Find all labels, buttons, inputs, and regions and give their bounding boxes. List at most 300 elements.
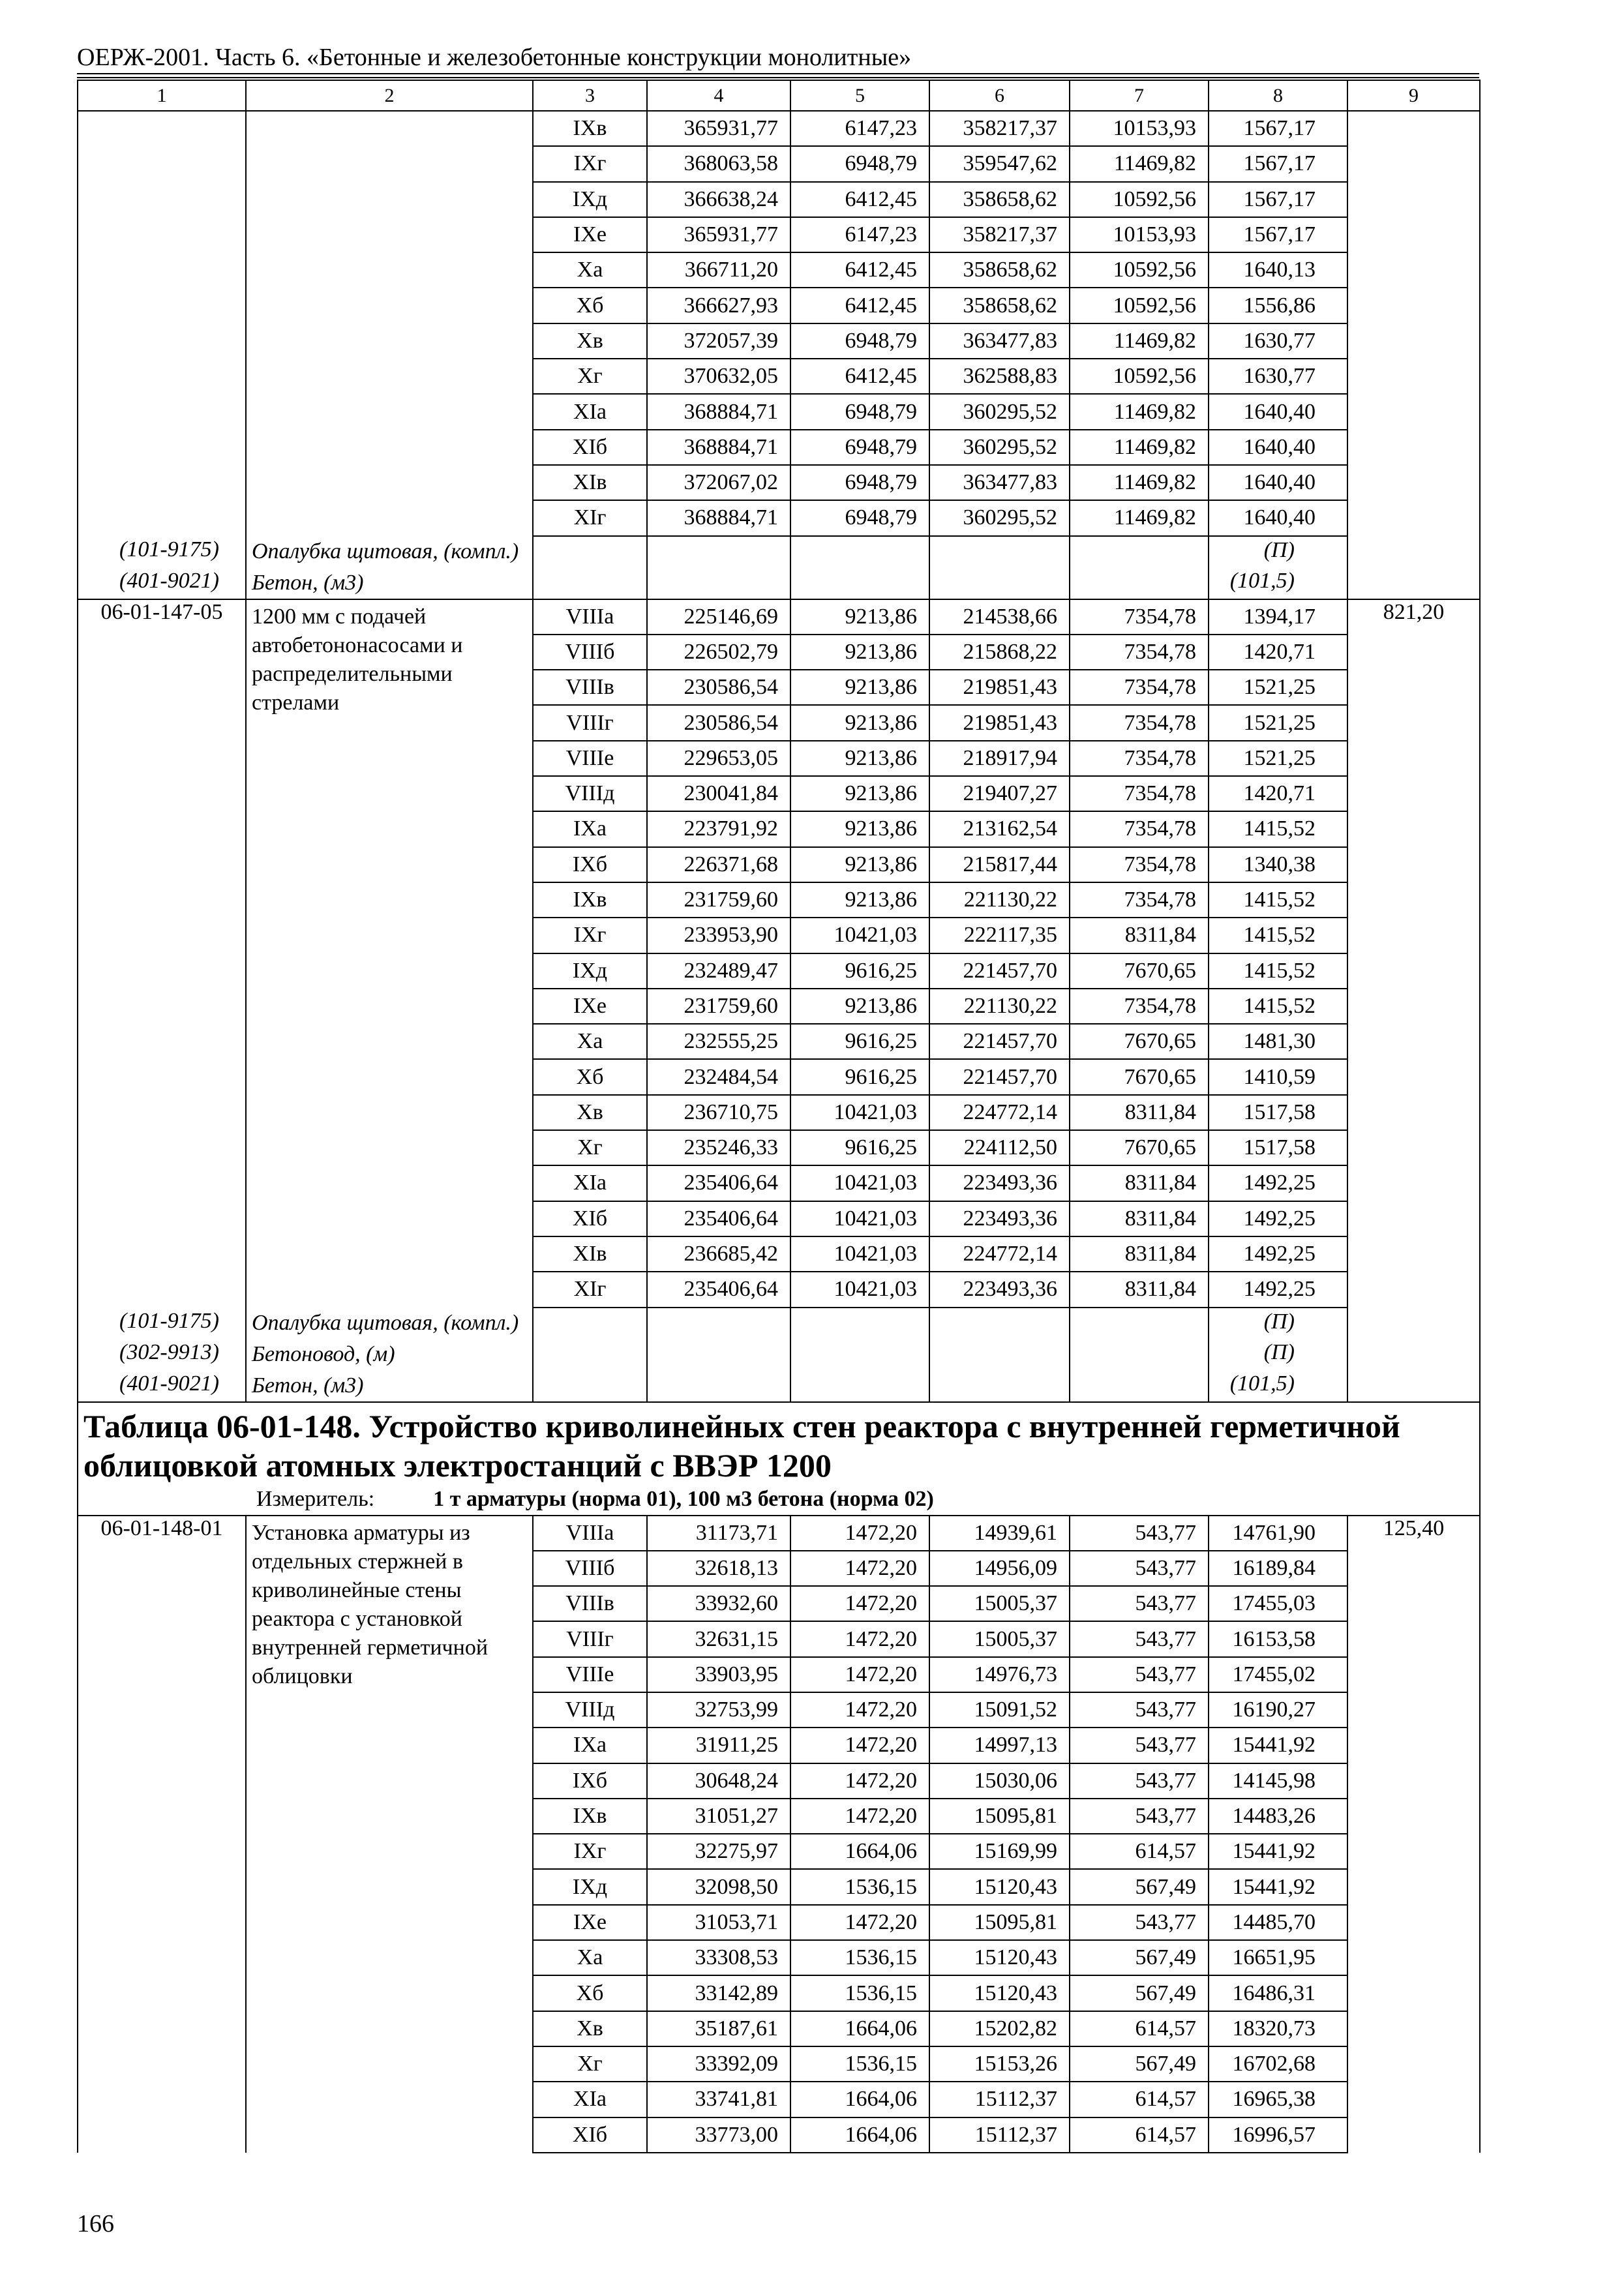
cell-machines: 358658,62 bbox=[929, 252, 1070, 288]
cell-total: 30648,24 bbox=[647, 1763, 790, 1799]
column-number-3: 3 bbox=[533, 80, 647, 111]
table-title-cell bbox=[78, 1402, 1480, 1516]
cell-zone: VIIIа bbox=[533, 1516, 647, 1551]
cell-total: 33932,60 bbox=[647, 1586, 790, 1621]
cell-machine-wages: 7354,78 bbox=[1070, 741, 1209, 776]
cell-machines: 213162,54 bbox=[929, 811, 1070, 846]
cell-zone: IXе bbox=[533, 1905, 647, 1940]
resource-name: Бетоновод, (м) bbox=[246, 1339, 533, 1370]
cell-machine-wages: 11469,82 bbox=[1070, 323, 1209, 359]
column-number-9: 9 bbox=[1347, 80, 1480, 111]
labor-cost: 821,20 bbox=[1347, 599, 1480, 1308]
cell-machines: 15120,43 bbox=[929, 1975, 1070, 2011]
empty-cell bbox=[1347, 1370, 1480, 1402]
cell-materials: 1640,13 bbox=[1209, 252, 1347, 288]
cell-materials: 18320,73 bbox=[1209, 2011, 1347, 2046]
empty-cell bbox=[1347, 536, 1480, 567]
cell-machines: 15005,37 bbox=[929, 1621, 1070, 1656]
cell-zone: VIIIв bbox=[533, 1586, 647, 1621]
cell-wages: 9213,86 bbox=[790, 811, 929, 846]
cell-zone: Xа bbox=[533, 252, 647, 288]
cell-total: 235246,33 bbox=[647, 1130, 790, 1165]
cell-wages: 1664,06 bbox=[790, 2082, 929, 2117]
cell-machine-wages: 7354,78 bbox=[1070, 882, 1209, 918]
cell-machine-wages: 11469,82 bbox=[1070, 394, 1209, 429]
rate-row bbox=[78, 111, 1480, 146]
cell-materials: 1521,25 bbox=[1209, 741, 1347, 776]
cell-total: 230586,54 bbox=[647, 670, 790, 705]
cell-total: 226371,68 bbox=[647, 847, 790, 882]
cell-total: 229653,05 bbox=[647, 741, 790, 776]
cell-machine-wages: 10592,56 bbox=[1070, 288, 1209, 323]
resource-row bbox=[78, 536, 1480, 567]
cell-wages: 6948,79 bbox=[790, 323, 929, 359]
cell-materials: 16965,38 bbox=[1209, 2082, 1347, 2117]
cell-machines: 221130,22 bbox=[929, 989, 1070, 1024]
cell-materials: 1415,52 bbox=[1209, 918, 1347, 953]
rates-table bbox=[77, 80, 1481, 2153]
cell-total: 366711,20 bbox=[647, 252, 790, 288]
cell-materials: 16996,57 bbox=[1209, 2117, 1347, 2153]
empty-cell bbox=[929, 1339, 1070, 1370]
cell-wages: 1472,20 bbox=[790, 1657, 929, 1692]
cell-total: 32753,99 bbox=[647, 1692, 790, 1728]
cell-machines: 15095,81 bbox=[929, 1905, 1070, 1940]
cell-machines: 15095,81 bbox=[929, 1799, 1070, 1834]
cell-machines: 215868,22 bbox=[929, 635, 1070, 670]
resource-code: (101-9175) bbox=[78, 536, 246, 567]
cell-zone: Xб bbox=[533, 1975, 647, 2011]
cell-total: 33903,95 bbox=[647, 1657, 790, 1692]
cell-materials: 1517,58 bbox=[1209, 1130, 1347, 1165]
cell-wages: 1536,15 bbox=[790, 2046, 929, 2082]
cell-zone: XIа bbox=[533, 2082, 647, 2117]
cell-materials: 1492,25 bbox=[1209, 1201, 1347, 1236]
cell-total: 32618,13 bbox=[647, 1551, 790, 1586]
cell-total: 230586,54 bbox=[647, 705, 790, 740]
cell-machines: 363477,83 bbox=[929, 323, 1070, 359]
cell-wages: 6948,79 bbox=[790, 146, 929, 181]
cell-machines: 360295,52 bbox=[929, 394, 1070, 429]
resource-row bbox=[78, 1308, 1480, 1339]
cell-machines: 15112,37 bbox=[929, 2117, 1070, 2153]
cell-machines: 15169,99 bbox=[929, 1834, 1070, 1869]
resource-name: Опалубка щитовая, (компл.) bbox=[246, 1308, 533, 1339]
cell-wages: 1536,15 bbox=[790, 1940, 929, 1975]
cell-machines: 223493,36 bbox=[929, 1165, 1070, 1201]
rate-row bbox=[78, 1516, 1480, 1551]
cell-materials: 14761,90 bbox=[1209, 1516, 1347, 1551]
cell-machine-wages: 7354,78 bbox=[1070, 989, 1209, 1024]
cell-wages: 1536,15 bbox=[790, 1869, 929, 1904]
cell-machine-wages: 11469,82 bbox=[1070, 146, 1209, 181]
cell-wages: 1664,06 bbox=[790, 1834, 929, 1869]
resource-code: (401-9021) bbox=[78, 1370, 246, 1402]
cell-materials: 1415,52 bbox=[1209, 989, 1347, 1024]
cell-wages: 6412,45 bbox=[790, 182, 929, 217]
cell-total: 365931,77 bbox=[647, 217, 790, 252]
cell-wages: 9213,86 bbox=[790, 635, 929, 670]
labor-cost bbox=[1347, 111, 1480, 536]
cell-machine-wages: 8311,84 bbox=[1070, 1201, 1209, 1236]
cell-machine-wages: 543,77 bbox=[1070, 1799, 1209, 1834]
cell-materials: 17455,02 bbox=[1209, 1657, 1347, 1692]
cell-materials: 16486,31 bbox=[1209, 1975, 1347, 2011]
cell-machines: 15112,37 bbox=[929, 2082, 1070, 2117]
cell-machine-wages: 567,49 bbox=[1070, 1940, 1209, 1975]
cell-wages: 6147,23 bbox=[790, 217, 929, 252]
empty-cell bbox=[647, 1370, 790, 1402]
empty-cell bbox=[1070, 1370, 1209, 1402]
cell-machine-wages: 8311,84 bbox=[1070, 1236, 1209, 1272]
cell-machines: 219851,43 bbox=[929, 705, 1070, 740]
empty-cell bbox=[929, 567, 1070, 599]
cell-machine-wages: 567,49 bbox=[1070, 1869, 1209, 1904]
cell-machine-wages: 7354,78 bbox=[1070, 847, 1209, 882]
rate-code bbox=[78, 111, 246, 536]
cell-total: 366627,93 bbox=[647, 288, 790, 323]
cell-total: 233953,90 bbox=[647, 918, 790, 953]
cell-wages: 1536,15 bbox=[790, 1975, 929, 2011]
cell-machine-wages: 8311,84 bbox=[1070, 918, 1209, 953]
cell-materials: 1640,40 bbox=[1209, 500, 1347, 535]
cell-machines: 224112,50 bbox=[929, 1130, 1070, 1165]
column-number-2: 2 bbox=[246, 80, 533, 111]
cell-machines: 15091,52 bbox=[929, 1692, 1070, 1728]
cell-wages: 9616,25 bbox=[790, 953, 929, 989]
cell-machine-wages: 7354,78 bbox=[1070, 811, 1209, 846]
cell-zone: VIIIе bbox=[533, 741, 647, 776]
cell-wages: 9213,86 bbox=[790, 705, 929, 740]
cell-materials: 1394,17 bbox=[1209, 599, 1347, 635]
cell-machine-wages: 543,77 bbox=[1070, 1657, 1209, 1692]
cell-materials: 1415,52 bbox=[1209, 882, 1347, 918]
cell-wages: 1472,20 bbox=[790, 1621, 929, 1656]
description-text: 1200 мм с подачей автобетононасосами и распределительными стрелами bbox=[252, 604, 463, 715]
cell-wages: 1472,20 bbox=[790, 1551, 929, 1586]
cell-total: 226502,79 bbox=[647, 635, 790, 670]
cell-zone: XIб bbox=[533, 2117, 647, 2153]
cell-machines: 360295,52 bbox=[929, 430, 1070, 465]
header-rule bbox=[77, 73, 1479, 74]
cell-machine-wages: 543,77 bbox=[1070, 1905, 1209, 1940]
cell-total: 232555,25 bbox=[647, 1024, 790, 1059]
empty-cell bbox=[1347, 567, 1480, 599]
cell-wages: 1472,20 bbox=[790, 1586, 929, 1621]
empty-cell bbox=[1347, 1308, 1480, 1339]
column-number-6: 6 bbox=[929, 80, 1070, 111]
cell-total: 365931,77 bbox=[647, 111, 790, 146]
cell-total: 35187,61 bbox=[647, 2011, 790, 2046]
cell-zone: Xв bbox=[533, 323, 647, 359]
cell-zone: VIIIб bbox=[533, 1551, 647, 1586]
cell-machine-wages: 8311,84 bbox=[1070, 1272, 1209, 1307]
cell-wages: 9213,86 bbox=[790, 989, 929, 1024]
column-header-row bbox=[78, 80, 1480, 111]
cell-machine-wages: 614,57 bbox=[1070, 1834, 1209, 1869]
cell-zone: IXв bbox=[533, 1799, 647, 1834]
page-number: 166 bbox=[77, 2210, 114, 2237]
cell-wages: 1472,20 bbox=[790, 1516, 929, 1551]
cell-zone: Xв bbox=[533, 2011, 647, 2046]
cell-wages: 10421,03 bbox=[790, 1236, 929, 1272]
rate-code: 06-01-147-05 bbox=[78, 599, 246, 1308]
cell-machine-wages: 543,77 bbox=[1070, 1621, 1209, 1656]
cell-total: 230041,84 bbox=[647, 776, 790, 811]
cell-zone: IXа bbox=[533, 1728, 647, 1763]
cell-machines: 14939,61 bbox=[929, 1516, 1070, 1551]
cell-machine-wages: 11469,82 bbox=[1070, 500, 1209, 535]
meter-row bbox=[83, 1485, 1474, 1515]
cell-materials: 1492,25 bbox=[1209, 1236, 1347, 1272]
cell-materials: 15441,92 bbox=[1209, 1728, 1347, 1763]
cell-materials: 16702,68 bbox=[1209, 2046, 1347, 2082]
cell-machines: 215817,44 bbox=[929, 847, 1070, 882]
empty-cell bbox=[647, 1308, 790, 1339]
cell-zone: XIв bbox=[533, 1236, 647, 1272]
cell-wages: 6948,79 bbox=[790, 500, 929, 535]
cell-zone: VIIIе bbox=[533, 1657, 647, 1692]
resource-value: (П) bbox=[1209, 1308, 1347, 1339]
empty-cell bbox=[790, 1370, 929, 1402]
cell-zone: XIб bbox=[533, 430, 647, 465]
cell-wages: 6948,79 bbox=[790, 465, 929, 500]
cell-machine-wages: 614,57 bbox=[1070, 2011, 1209, 2046]
column-number-4: 4 bbox=[647, 80, 790, 111]
cell-zone: Xв bbox=[533, 1095, 647, 1130]
column-number-8: 8 bbox=[1209, 80, 1347, 111]
cell-machine-wages: 11469,82 bbox=[1070, 465, 1209, 500]
cell-wages: 10421,03 bbox=[790, 1201, 929, 1236]
cell-machines: 358217,37 bbox=[929, 111, 1070, 146]
cell-machines: 214538,66 bbox=[929, 599, 1070, 635]
header-rule bbox=[77, 77, 1479, 78]
cell-machine-wages: 543,77 bbox=[1070, 1516, 1209, 1551]
cell-machine-wages: 7354,78 bbox=[1070, 670, 1209, 705]
cell-total: 368884,71 bbox=[647, 430, 790, 465]
cell-machines: 224772,14 bbox=[929, 1095, 1070, 1130]
cell-zone: Xг bbox=[533, 2046, 647, 2082]
cell-zone: IXг bbox=[533, 146, 647, 181]
cell-machines: 360295,52 bbox=[929, 500, 1070, 535]
cell-machines: 358217,37 bbox=[929, 217, 1070, 252]
empty-cell bbox=[790, 1339, 929, 1370]
cell-zone: XIг bbox=[533, 1272, 647, 1307]
cell-materials: 1630,77 bbox=[1209, 323, 1347, 359]
empty-cell bbox=[1070, 1308, 1209, 1339]
cell-materials: 1630,77 bbox=[1209, 359, 1347, 394]
cell-machines: 223493,36 bbox=[929, 1201, 1070, 1236]
cell-zone: IXа bbox=[533, 811, 647, 846]
cell-materials: 15441,92 bbox=[1209, 1869, 1347, 1904]
cell-machines: 359547,62 bbox=[929, 146, 1070, 181]
cell-machines: 221457,70 bbox=[929, 1024, 1070, 1059]
cell-total: 31053,71 bbox=[647, 1905, 790, 1940]
cell-wages: 9616,25 bbox=[790, 1059, 929, 1094]
cell-machines: 224772,14 bbox=[929, 1236, 1070, 1272]
cell-total: 368884,71 bbox=[647, 500, 790, 535]
cell-machine-wages: 567,49 bbox=[1070, 2046, 1209, 2082]
cell-total: 32631,15 bbox=[647, 1621, 790, 1656]
cell-machine-wages: 8311,84 bbox=[1070, 1165, 1209, 1201]
cell-machine-wages: 11469,82 bbox=[1070, 430, 1209, 465]
cell-materials: 1340,38 bbox=[1209, 847, 1347, 882]
cell-materials: 16189,84 bbox=[1209, 1551, 1347, 1586]
cell-materials: 1415,52 bbox=[1209, 953, 1347, 989]
cell-zone: XIа bbox=[533, 1165, 647, 1201]
cell-wages: 9616,25 bbox=[790, 1024, 929, 1059]
cell-total: 232484,54 bbox=[647, 1059, 790, 1094]
cell-materials: 1481,30 bbox=[1209, 1024, 1347, 1059]
cell-materials: 1517,58 bbox=[1209, 1095, 1347, 1130]
cell-machines: 15005,37 bbox=[929, 1586, 1070, 1621]
resource-code: (401-9021) bbox=[78, 567, 246, 599]
cell-zone: IXб bbox=[533, 847, 647, 882]
cell-wages: 9213,86 bbox=[790, 776, 929, 811]
cell-wages: 9213,86 bbox=[790, 847, 929, 882]
empty-cell bbox=[1070, 536, 1209, 567]
cell-total: 231759,60 bbox=[647, 989, 790, 1024]
cell-materials: 1567,17 bbox=[1209, 182, 1347, 217]
cell-machines: 363477,83 bbox=[929, 465, 1070, 500]
cell-zone: Xа bbox=[533, 1024, 647, 1059]
cell-materials: 17455,03 bbox=[1209, 1586, 1347, 1621]
cell-zone: VIIIб bbox=[533, 635, 647, 670]
cell-materials: 1640,40 bbox=[1209, 394, 1347, 429]
empty-cell bbox=[647, 567, 790, 599]
cell-wages: 10421,03 bbox=[790, 1165, 929, 1201]
cell-total: 236710,75 bbox=[647, 1095, 790, 1130]
cell-zone: XIг bbox=[533, 500, 647, 535]
resource-row bbox=[78, 1339, 1480, 1370]
cell-machine-wages: 543,77 bbox=[1070, 1728, 1209, 1763]
cell-wages: 1472,20 bbox=[790, 1728, 929, 1763]
cell-machine-wages: 7354,78 bbox=[1070, 705, 1209, 740]
cell-machines: 221457,70 bbox=[929, 1059, 1070, 1094]
cell-zone: Xг bbox=[533, 1130, 647, 1165]
cell-machine-wages: 543,77 bbox=[1070, 1586, 1209, 1621]
cell-zone: VIIIг bbox=[533, 1621, 647, 1656]
cell-machine-wages: 7354,78 bbox=[1070, 635, 1209, 670]
cell-total: 33392,09 bbox=[647, 2046, 790, 2082]
cell-zone: Xб bbox=[533, 288, 647, 323]
resource-name: Бетон, (м3) bbox=[246, 567, 533, 599]
cell-materials: 1492,25 bbox=[1209, 1165, 1347, 1201]
cell-zone: IXг bbox=[533, 918, 647, 953]
resource-code: (101-9175) bbox=[78, 1308, 246, 1339]
rate-row bbox=[78, 599, 1480, 635]
cell-machine-wages: 7670,65 bbox=[1070, 1059, 1209, 1094]
cell-wages: 9213,86 bbox=[790, 741, 929, 776]
cell-machines: 15120,43 bbox=[929, 1940, 1070, 1975]
empty-cell bbox=[533, 567, 647, 599]
cell-machines: 221457,70 bbox=[929, 953, 1070, 989]
cell-materials: 16190,27 bbox=[1209, 1692, 1347, 1728]
cell-wages: 1472,20 bbox=[790, 1905, 929, 1940]
cell-wages: 9213,86 bbox=[790, 882, 929, 918]
cell-zone: Xг bbox=[533, 359, 647, 394]
cell-wages: 1472,20 bbox=[790, 1763, 929, 1799]
empty-cell bbox=[790, 1308, 929, 1339]
cell-machine-wages: 543,77 bbox=[1070, 1763, 1209, 1799]
column-number-1: 1 bbox=[78, 80, 246, 111]
cell-machines: 358658,62 bbox=[929, 288, 1070, 323]
cell-machines: 358658,62 bbox=[929, 182, 1070, 217]
labor-cost: 125,40 bbox=[1347, 1516, 1480, 2153]
cell-wages: 9213,86 bbox=[790, 599, 929, 635]
cell-materials: 1420,71 bbox=[1209, 635, 1347, 670]
running-header: ОЕРЖ-2001. Часть 6. «Бетонные и железобетонные конструкции монолитные» bbox=[77, 44, 912, 71]
cell-wages: 1472,20 bbox=[790, 1692, 929, 1728]
meter-label: Измеритель: bbox=[256, 1486, 375, 1511]
empty-cell bbox=[929, 1370, 1070, 1402]
cell-materials: 1640,40 bbox=[1209, 465, 1347, 500]
cell-total: 372067,02 bbox=[647, 465, 790, 500]
cell-machines: 14976,73 bbox=[929, 1657, 1070, 1692]
cell-machine-wages: 567,49 bbox=[1070, 1975, 1209, 2011]
cell-total: 366638,24 bbox=[647, 182, 790, 217]
cell-total: 32275,97 bbox=[647, 1834, 790, 1869]
cell-machines: 222117,35 bbox=[929, 918, 1070, 953]
cell-machine-wages: 10592,56 bbox=[1070, 359, 1209, 394]
resource-row bbox=[78, 567, 1480, 599]
cell-total: 31911,25 bbox=[647, 1728, 790, 1763]
cell-total: 33741,81 bbox=[647, 2082, 790, 2117]
cell-wages: 10421,03 bbox=[790, 1272, 929, 1307]
resource-row bbox=[78, 1370, 1480, 1402]
empty-cell bbox=[533, 1370, 647, 1402]
cell-wages: 6412,45 bbox=[790, 252, 929, 288]
cell-machines: 223493,36 bbox=[929, 1272, 1070, 1307]
cell-materials: 1567,17 bbox=[1209, 146, 1347, 181]
cell-machines: 15153,26 bbox=[929, 2046, 1070, 2082]
cell-wages: 10421,03 bbox=[790, 918, 929, 953]
cell-materials: 1567,17 bbox=[1209, 111, 1347, 146]
cell-materials: 1420,71 bbox=[1209, 776, 1347, 811]
resource-value: (101,5) bbox=[1209, 567, 1347, 599]
rate-description bbox=[246, 599, 533, 1308]
column-number-7: 7 bbox=[1070, 80, 1209, 111]
cell-zone: VIIIа bbox=[533, 599, 647, 635]
cell-machines: 218917,94 bbox=[929, 741, 1070, 776]
cell-total: 225146,69 bbox=[647, 599, 790, 635]
empty-cell bbox=[790, 567, 929, 599]
cell-total: 31173,71 bbox=[647, 1516, 790, 1551]
empty-cell bbox=[929, 1308, 1070, 1339]
cell-zone: VIIIд bbox=[533, 776, 647, 811]
cell-total: 368063,58 bbox=[647, 146, 790, 181]
cell-total: 33308,53 bbox=[647, 1940, 790, 1975]
cell-machine-wages: 543,77 bbox=[1070, 1692, 1209, 1728]
cell-machine-wages: 10592,56 bbox=[1070, 182, 1209, 217]
resource-code: (302-9913) bbox=[78, 1339, 246, 1370]
cell-materials: 1567,17 bbox=[1209, 217, 1347, 252]
cell-materials: 1556,86 bbox=[1209, 288, 1347, 323]
cell-materials: 1521,25 bbox=[1209, 705, 1347, 740]
resource-value: (П) bbox=[1209, 536, 1347, 567]
empty-cell bbox=[790, 536, 929, 567]
cell-materials: 1492,25 bbox=[1209, 1272, 1347, 1307]
empty-cell bbox=[647, 1339, 790, 1370]
cell-total: 368884,71 bbox=[647, 394, 790, 429]
cell-wages: 6412,45 bbox=[790, 288, 929, 323]
empty-cell bbox=[533, 536, 647, 567]
cell-zone: Xб bbox=[533, 1059, 647, 1094]
cell-total: 33142,89 bbox=[647, 1975, 790, 2011]
cell-total: 33773,00 bbox=[647, 2117, 790, 2153]
cell-total: 235406,64 bbox=[647, 1201, 790, 1236]
cell-zone: XIа bbox=[533, 394, 647, 429]
